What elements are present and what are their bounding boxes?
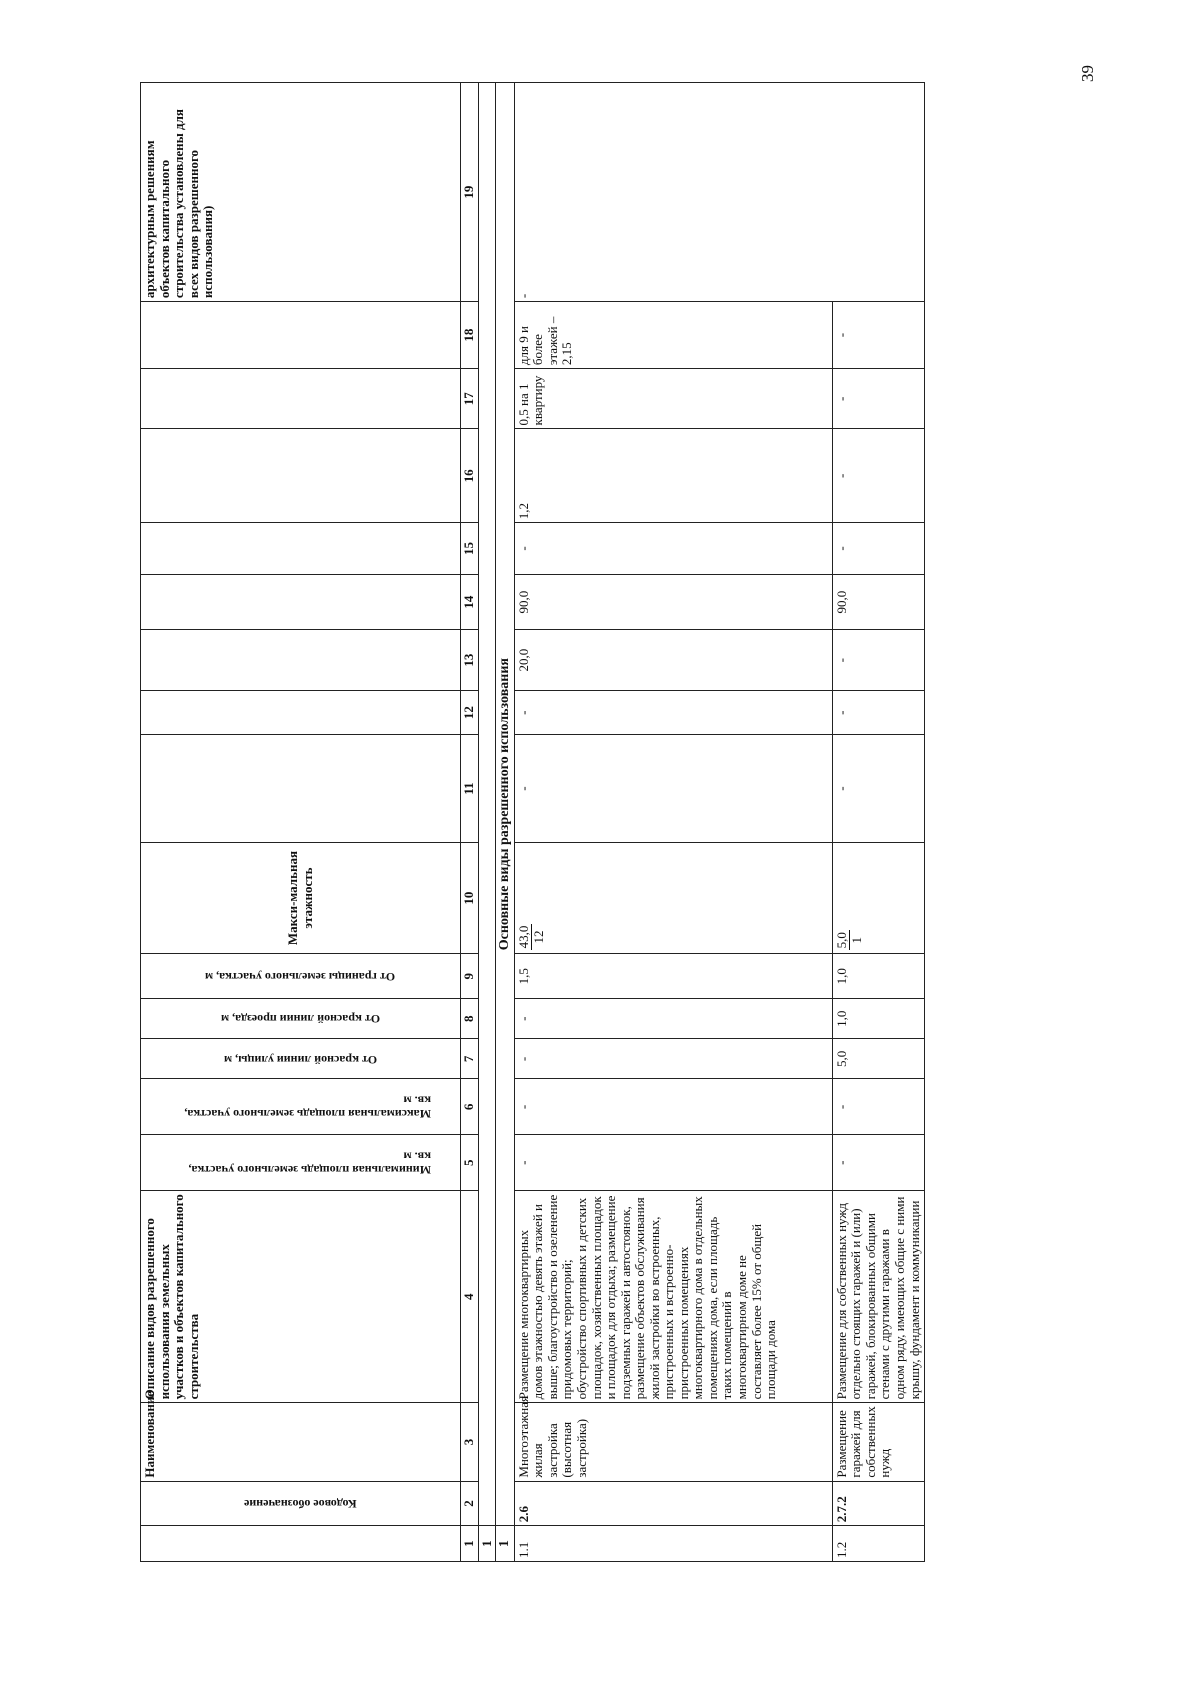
row-col11: - (514, 735, 832, 842)
column-number: 2 (461, 1481, 479, 1526)
row-name: Многоэтажная жилая застройка (высотная застройка) (514, 1403, 832, 1481)
header-col14 (141, 574, 461, 630)
header-plot-border: От границы земельного участка, м (141, 954, 461, 999)
header-col13 (141, 630, 461, 690)
row-col18: для 9 и более этажей – 2,15 (514, 302, 832, 369)
column-number: 18 (461, 302, 479, 369)
row-red-line-street: - (514, 1039, 832, 1079)
header-row (141, 83, 461, 1562)
fraction-numerator: 43,0 (515, 925, 531, 949)
row-description: Размещение многоквартирных домов этажностью девять этажей и выше; благоустройство и озеленение придомовых территорий; обустройство спортивных и детских площадок, хозяйственных площадок и площадок для отдыха; размещение подземных гаражей и автостоянок, размещение объектов обслуживания жилой застройки во встроенных, пристроенных и встроенно-пристроенных помещениях многоквартирного дома в отдельных помещениях дома, если площадь таких помещений в многоквартирном доме не составляет более 15% от общей площади дома (514, 1191, 832, 1403)
header-col18 (141, 302, 461, 369)
fraction (835, 930, 865, 950)
row-col18: - (832, 302, 924, 369)
column-number: 9 (461, 954, 479, 999)
column-number: 6 (461, 1079, 479, 1135)
header-col11 (141, 735, 461, 842)
header-name: Наименование (141, 1403, 461, 1481)
row-col13: - (832, 630, 924, 690)
column-number-row-blank (478, 83, 496, 1562)
header-col12 (141, 690, 461, 735)
header-col15 (141, 523, 461, 574)
row-col14: 90,0 (832, 574, 924, 630)
row-index: 1.2 (832, 1526, 924, 1562)
column-number: 12 (461, 690, 479, 735)
header-max-area: Максимальная площадь земельного участка, кв. м (141, 1079, 461, 1135)
header-col1 (141, 1526, 461, 1562)
row-max-floors (514, 842, 832, 954)
row-max-area: - (514, 1079, 832, 1135)
column-number: 17 (461, 369, 479, 429)
column-number: 10 (461, 842, 479, 954)
row-col15: - (514, 523, 832, 574)
column-number: 8 (461, 999, 479, 1039)
row-col11: - (832, 735, 924, 842)
row-col12: - (514, 690, 832, 735)
row-max-floors (832, 842, 924, 954)
row-col14: 90,0 (514, 574, 832, 630)
header-red-line-street: От красной линии улицы, м (141, 1039, 461, 1079)
column-number: 11 (461, 735, 479, 842)
section-number: 1 (496, 1526, 515, 1562)
header-max-floors: Макси-мальная этажность (141, 842, 461, 954)
page-number: 39 (1078, 65, 1097, 82)
column-number: 15 (461, 523, 479, 574)
row-description: Размещение для собственных нужд отдельно стоящих гаражей и (или) гаражей, блокированных общими стенами с другими гаражами в одном ряду, имеющих общие с ними крышу, фундамент и коммуникации (832, 1191, 924, 1403)
column-number: 1 (478, 1526, 496, 1562)
header-col17 (141, 369, 461, 429)
row-col16: 1,2 (514, 429, 832, 523)
header-description: Описание видов разрешенного использования земельных участков и объектов капитального строительства (141, 1191, 461, 1403)
column-number: 3 (461, 1403, 479, 1481)
header-col16 (141, 429, 461, 523)
header-code: Кодовое обозначение (141, 1481, 461, 1526)
column-number: 4 (461, 1191, 479, 1403)
fraction-denominator: 1 (849, 937, 865, 944)
row-red-line-street: 5,0 (832, 1039, 924, 1079)
row-col12: - (832, 690, 924, 735)
section-title: Основные виды разрешенного использования (496, 83, 515, 1526)
column-number: 1 (461, 1526, 479, 1562)
section-row (496, 83, 515, 1562)
fraction-denominator: 12 (531, 930, 547, 944)
row-red-line-passage: 1,0 (832, 999, 924, 1039)
column-number-row (461, 83, 479, 1562)
fraction-numerator: 5,0 (833, 932, 849, 949)
column-number: 19 (461, 83, 479, 302)
row-red-line-passage: - (514, 999, 832, 1039)
row-min-area: - (514, 1135, 832, 1191)
header-min-area: Минимальная площадь земельного участка, кв. м (141, 1135, 461, 1191)
regulations-table-container (140, 82, 932, 1562)
table-row (832, 83, 924, 1562)
blank-cell (478, 83, 496, 1526)
row-col17: 0,5 на 1 квартиру (514, 369, 832, 429)
row-col17: - (832, 369, 924, 429)
row-col16: - (832, 429, 924, 523)
column-number: 5 (461, 1135, 479, 1191)
row-col15: - (832, 523, 924, 574)
row-col13: 20,0 (514, 630, 832, 690)
row-index: 1.1 (514, 1526, 832, 1562)
row-code: 2.6 (514, 1481, 832, 1526)
regulations-table (140, 82, 925, 1562)
row-name: Размещение гаражей для собственных нужд (832, 1403, 924, 1481)
column-number: 16 (461, 429, 479, 523)
row-code: 2.7.2 (832, 1481, 924, 1526)
row-min-area: - (832, 1135, 924, 1191)
row-plot-border: 1,0 (832, 954, 924, 999)
column-number: 13 (461, 630, 479, 690)
row-plot-border: 1,5 (514, 954, 832, 999)
fraction (517, 924, 547, 951)
row-max-area: - (832, 1079, 924, 1135)
header-red-line-passage: От красной линии проезда, м (141, 999, 461, 1039)
column-number: 14 (461, 574, 479, 630)
header-architecture: архитектурным решениям объектов капитального строительства установлены для всех видов разрешенного использования) (141, 83, 461, 302)
row-col19: - (514, 83, 924, 302)
column-number: 7 (461, 1039, 479, 1079)
table-row (514, 83, 832, 1562)
